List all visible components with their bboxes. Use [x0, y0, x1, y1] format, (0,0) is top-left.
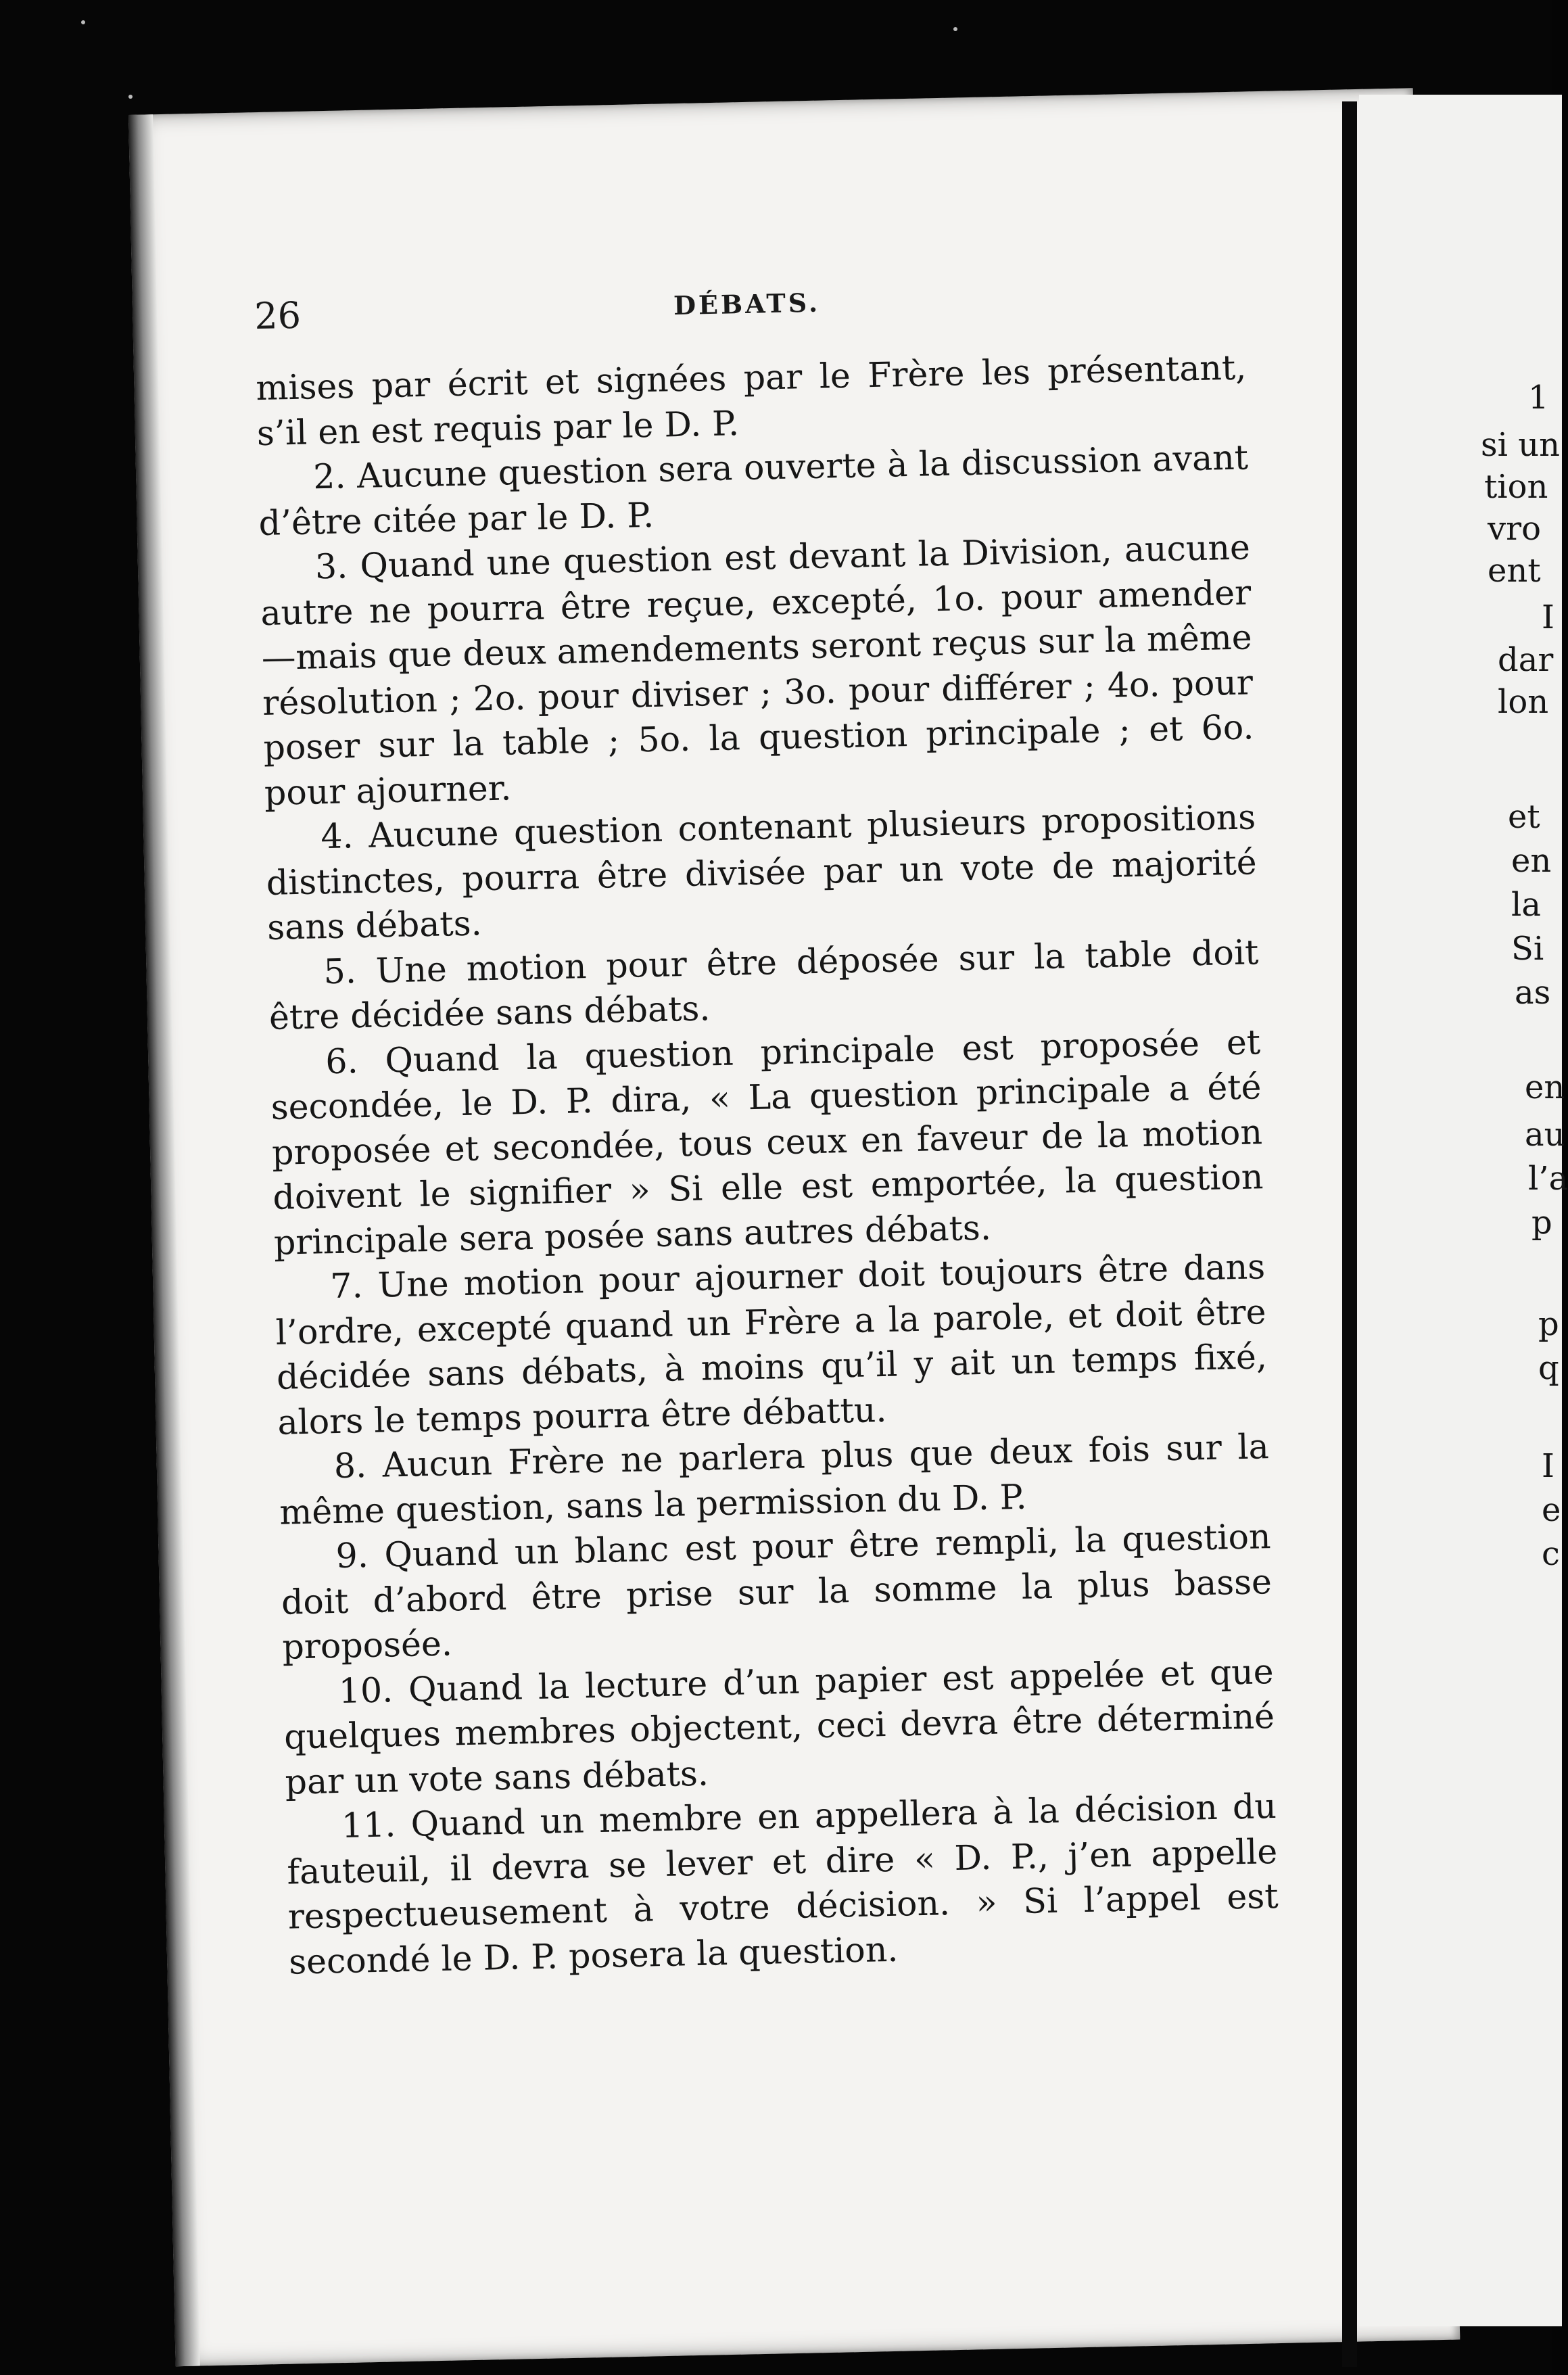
rule-8: 8. Aucun Frère ne parlera plus que deux fois sur la même question, sans la permission du D. P.	[279, 1426, 1270, 1532]
right-fragment-line: vro	[1488, 510, 1541, 548]
rule-4: 4. Aucune question contenant plusieurs propositions distinctes, pourra être divisée par un vote de majorité sans débats.	[266, 797, 1258, 947]
rule-2: 2. Aucune question sera ouverte à la discussion avant d’être citée par le D. P.	[258, 437, 1249, 543]
rule-11: 11. Quand un membre en appellera à la décision du fauteuil, il devra se lever et dire « D. P., j’en appelle respectueusement à votre décision. » Si l’appel est secondé le D. P. posera la question.	[286, 1786, 1279, 1982]
right-fragment-line: q	[1538, 1349, 1559, 1387]
right-fragment-line: I	[1542, 598, 1554, 636]
rule-5: 5. Une motion pour être déposée sur la table doit être décidée sans débats.	[268, 931, 1259, 1037]
right-fragment-line: la	[1511, 886, 1541, 924]
page-gutter	[1342, 101, 1357, 2367]
right-fragment-line: Si	[1511, 930, 1544, 968]
right-fragment-line: en	[1511, 842, 1552, 880]
rule-10: 10. Quand la lecture d’un papier est appelée et que quelques membres objectent, ceci devra être déterminé par un vote sans débats.	[283, 1651, 1275, 1802]
text-body	[256, 345, 1280, 1984]
right-fragment-line: lon	[1498, 683, 1549, 721]
right-fragment-line: l’a	[1528, 1160, 1568, 1198]
left-page	[128, 88, 1460, 2366]
right-fragment-line: tion	[1484, 468, 1548, 506]
right-fragment-line: en	[1525, 1068, 1565, 1106]
right-fragment-line: c	[1542, 1535, 1560, 1573]
running-head: DÉBATS.	[673, 287, 821, 321]
right-fragment-line: e	[1542, 1491, 1561, 1529]
right-fragment-line: ent	[1488, 552, 1541, 590]
rule-7: 7. Une motion pour ajourner doit toujours être dans l’ordre, excepté quand un Frère a la parole, et doit être décidée sans débats, à moins qu’il y ait un temps fixé, alors le temps pourra être débattu.	[275, 1246, 1268, 1442]
rule-9: 9. Quand un blanc est pour être rempli, la question doit d’abord être prise sur la somme la plus basse proposée.	[281, 1516, 1273, 1667]
right-fragment-line: p	[1538, 1305, 1559, 1343]
page-header	[254, 273, 1337, 342]
right-fragment-line: 1	[1528, 379, 1549, 417]
page-number: 26	[254, 293, 302, 338]
rule-6: 6. Quand la question principale est proposée et secondée, le D. P. dira, « La question principale a été proposée et secondée, tous ceux en faveur de la motion doivent le signifier » Si elle est emportée, la question principale sera posée sans autres débats.	[270, 1021, 1264, 1263]
scan-speck	[953, 27, 957, 31]
right-fragment-line: et	[1508, 798, 1540, 836]
right-fragment-line: au	[1525, 1116, 1565, 1154]
right-fragment-line: I	[1542, 1447, 1554, 1485]
right-fragment-line: dar	[1498, 641, 1554, 679]
right-fragment-line: p	[1531, 1204, 1552, 1242]
page-edge-shadow	[128, 114, 200, 2366]
scan-speck	[81, 20, 85, 24]
scan-speck	[128, 95, 133, 99]
right-page-fragment	[1359, 95, 1568, 2326]
right-fragment-line: si un	[1481, 426, 1561, 464]
paragraph-continued: mises par écrit et signées par le Frère les présentant, s’il en est requis par le D. P.	[255, 347, 1247, 453]
rule-3: 3. Quand une question est devant la Division, aucune autre ne pourra être reçue, excepté, 1o. pour amender —mais que deux amendements seront reçus sur la même résolution ; 2o. pour diviser ; 3o. pour différer ; 4o. pour poser sur la table ; 5o. la question principale ; et 6o. pour ajourner.	[260, 527, 1254, 813]
right-fragment-line: as	[1515, 974, 1551, 1012]
